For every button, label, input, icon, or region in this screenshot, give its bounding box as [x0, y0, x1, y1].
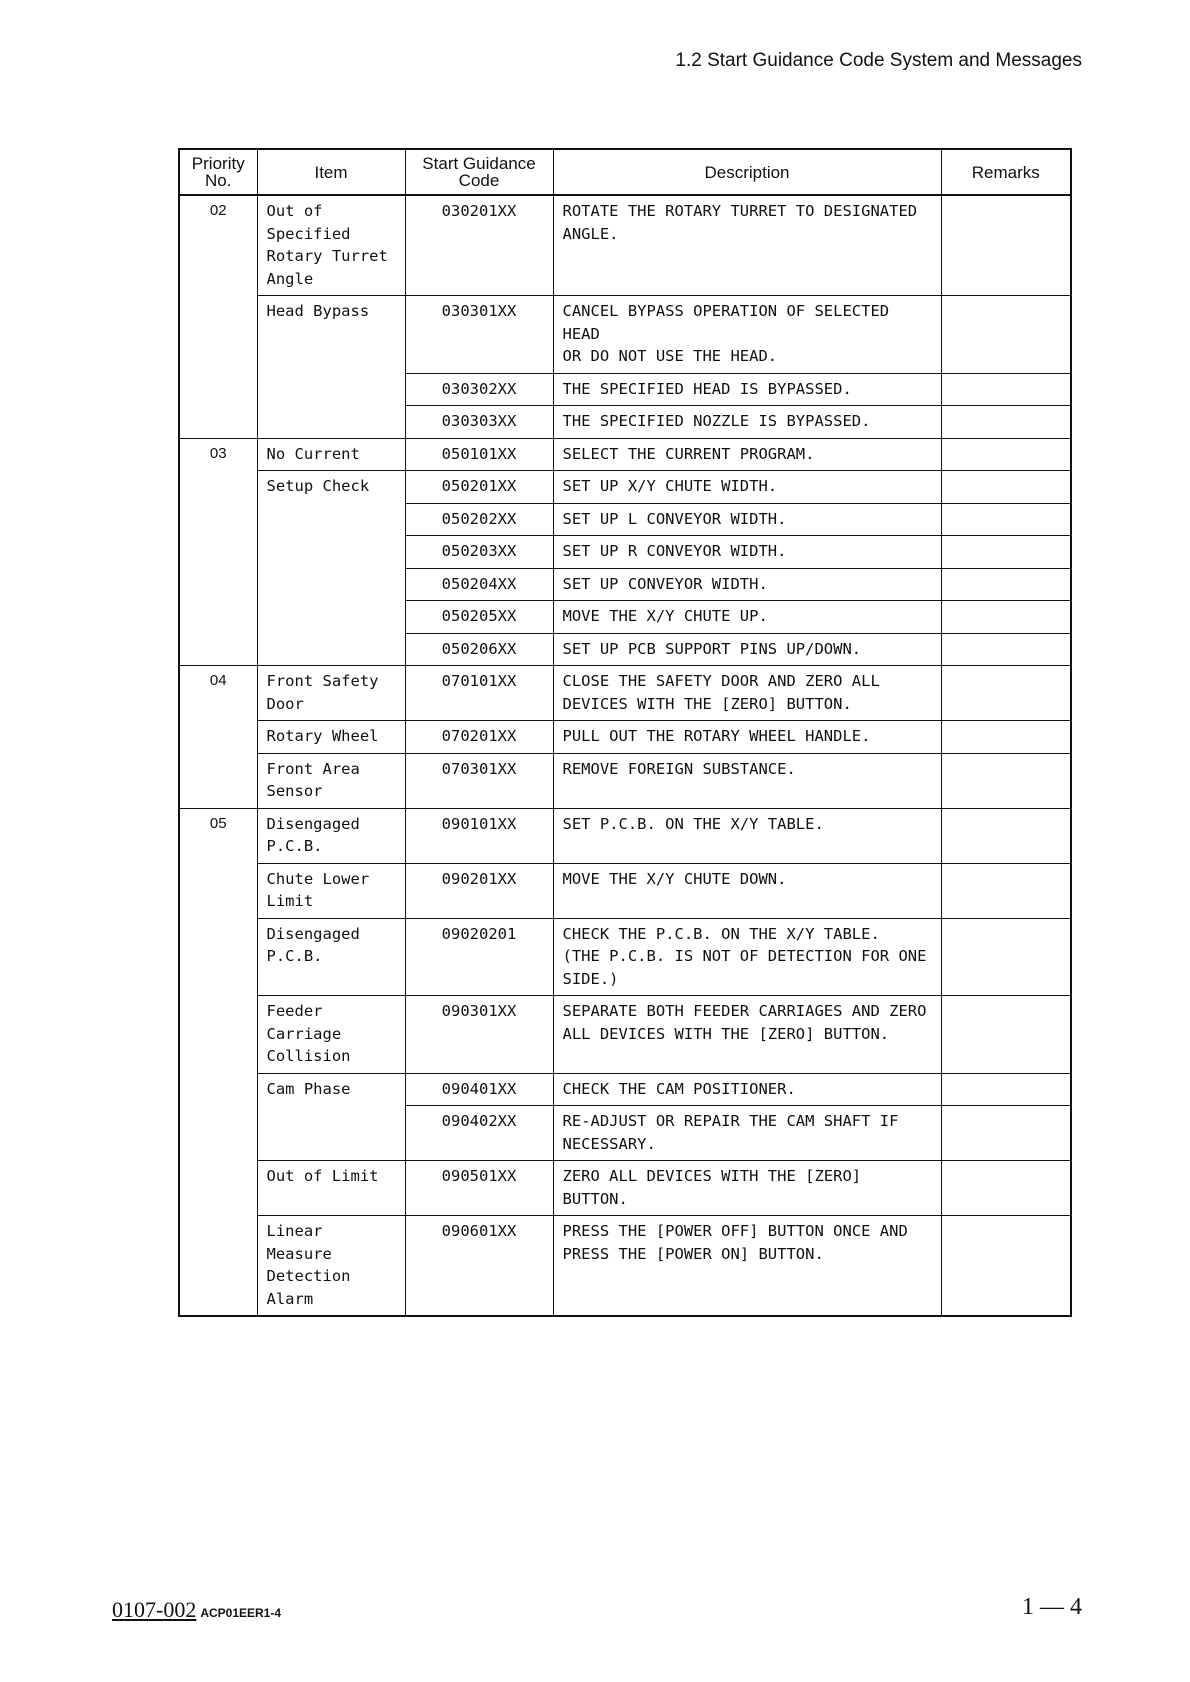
code-cell: 090301XX — [405, 996, 553, 1074]
remarks-cell — [941, 753, 1071, 808]
description-cell: REMOVE FOREIGN SUBSTANCE. — [553, 753, 941, 808]
description-cell: RE-ADJUST OR REPAIR THE CAM SHAFT IF NECESSARY. — [553, 1106, 941, 1161]
table-row — [179, 721, 1071, 754]
description-cell: ZERO ALL DEVICES WITH THE [ZERO] BUTTON. — [553, 1161, 941, 1216]
remarks-cell — [941, 1106, 1071, 1161]
column-header-description: Description — [553, 149, 941, 195]
table-row — [179, 918, 1071, 996]
code-cell: 050101XX — [405, 438, 553, 471]
code-cell: 070301XX — [405, 753, 553, 808]
description-cell: SET UP L CONVEYOR WIDTH. — [553, 503, 941, 536]
column-header-remarks: Remarks — [941, 149, 1071, 195]
remarks-cell — [941, 438, 1071, 471]
description-cell: CHECK THE CAM POSITIONER. — [553, 1073, 941, 1106]
remarks-cell — [941, 1073, 1071, 1106]
remarks-cell — [941, 471, 1071, 504]
code-cell: 050206XX — [405, 633, 553, 666]
description-cell: CHECK THE P.C.B. ON THE X/Y TABLE. (THE P.C.B. IS NOT OF DETECTION FOR ONE SIDE.) — [553, 918, 941, 996]
table-body — [179, 195, 1071, 1316]
description-cell: SET P.C.B. ON THE X/Y TABLE. — [553, 808, 941, 863]
remarks-cell — [941, 1216, 1071, 1317]
start-guidance-code-table — [178, 148, 1072, 1317]
code-cell: 030302XX — [405, 373, 553, 406]
remarks-cell — [941, 568, 1071, 601]
column-header-item: Item — [257, 149, 405, 195]
code-cell: 050201XX — [405, 471, 553, 504]
table-row — [179, 1216, 1071, 1317]
item-cell: No Current — [257, 438, 405, 471]
page-number: 1 — 4 — [1022, 1594, 1082, 1620]
priority-cell: 03 — [179, 438, 257, 666]
remarks-cell — [941, 863, 1071, 918]
item-cell: Front Safety Door — [257, 666, 405, 721]
table-row — [179, 863, 1071, 918]
code-cell: 090601XX — [405, 1216, 553, 1317]
description-cell: THE SPECIFIED NOZZLE IS BYPASSED. — [553, 406, 941, 439]
table-header-row — [179, 149, 1071, 195]
item-cell: Out of Specified Rotary Turret Angle — [257, 195, 405, 296]
table-row — [179, 296, 1071, 374]
description-cell: MOVE THE X/Y CHUTE DOWN. — [553, 863, 941, 918]
remarks-cell — [941, 195, 1071, 296]
code-cell: 090402XX — [405, 1106, 553, 1161]
description-cell: SET UP PCB SUPPORT PINS UP/DOWN. — [553, 633, 941, 666]
remarks-cell — [941, 721, 1071, 754]
description-cell: ROTATE THE ROTARY TURRET TO DESIGNATED ANGLE. — [553, 195, 941, 296]
item-cell: Cam Phase — [257, 1073, 405, 1161]
code-cell: 090501XX — [405, 1161, 553, 1216]
remarks-cell — [941, 503, 1071, 536]
remarks-cell — [941, 808, 1071, 863]
document-number: 0107-002 — [112, 1597, 197, 1622]
code-cell: 090201XX — [405, 863, 553, 918]
table-row — [179, 471, 1071, 504]
description-cell: SELECT THE CURRENT PROGRAM. — [553, 438, 941, 471]
code-cell: 09020201 — [405, 918, 553, 996]
description-cell: THE SPECIFIED HEAD IS BYPASSED. — [553, 373, 941, 406]
code-cell: 030301XX — [405, 296, 553, 374]
remarks-cell — [941, 601, 1071, 634]
code-cell: 070101XX — [405, 666, 553, 721]
item-cell: Head Bypass — [257, 296, 405, 439]
priority-cell: 05 — [179, 808, 257, 1316]
table-row — [179, 438, 1071, 471]
remarks-cell — [941, 996, 1071, 1074]
priority-cell: 04 — [179, 666, 257, 809]
table-row — [179, 753, 1071, 808]
table-row — [179, 666, 1071, 721]
remarks-cell — [941, 1161, 1071, 1216]
code-cell: 030201XX — [405, 195, 553, 296]
item-cell: Feeder Carriage Collision — [257, 996, 405, 1074]
priority-cell: 02 — [179, 195, 257, 438]
item-cell: Disengaged P.C.B. — [257, 808, 405, 863]
code-cell: 050204XX — [405, 568, 553, 601]
table-row — [179, 996, 1071, 1074]
code-cell: 030303XX — [405, 406, 553, 439]
item-cell: Rotary Wheel — [257, 721, 405, 754]
item-cell: Setup Check — [257, 471, 405, 666]
description-cell: SET UP X/Y CHUTE WIDTH. — [553, 471, 941, 504]
code-cell: 050203XX — [405, 536, 553, 569]
item-cell: Linear Measure Detection Alarm — [257, 1216, 405, 1317]
table-row — [179, 195, 1071, 296]
page-section-title: 1.2 Start Guidance Code System and Messages — [675, 50, 1082, 71]
description-cell: SEPARATE BOTH FEEDER CARRIAGES AND ZERO ALL DEVICES WITH THE [ZERO] BUTTON. — [553, 996, 941, 1074]
code-cell: 050202XX — [405, 503, 553, 536]
remarks-cell — [941, 633, 1071, 666]
code-cell: 090101XX — [405, 808, 553, 863]
description-cell: CLOSE THE SAFETY DOOR AND ZERO ALL DEVICES WITH THE [ZERO] BUTTON. — [553, 666, 941, 721]
remarks-cell — [941, 536, 1071, 569]
remarks-cell — [941, 666, 1071, 721]
description-cell: MOVE THE X/Y CHUTE UP. — [553, 601, 941, 634]
remarks-cell — [941, 373, 1071, 406]
item-cell: Out of Limit — [257, 1161, 405, 1216]
item-cell: Disengaged P.C.B. — [257, 918, 405, 996]
description-cell: SET UP R CONVEYOR WIDTH. — [553, 536, 941, 569]
code-cell: 050205XX — [405, 601, 553, 634]
code-cell: 070201XX — [405, 721, 553, 754]
description-cell: CANCEL BYPASS OPERATION OF SELECTED HEAD OR DO NOT USE THE HEAD. — [553, 296, 941, 374]
footer-document-id — [112, 1597, 281, 1623]
item-cell: Chute Lower Limit — [257, 863, 405, 918]
table-row — [179, 1073, 1071, 1106]
remarks-cell — [941, 406, 1071, 439]
table-row — [179, 1161, 1071, 1216]
document-reference: ACP01EER1-4 — [200, 1606, 282, 1620]
table-row — [179, 808, 1071, 863]
column-header-priority: Priority No. — [179, 149, 257, 195]
description-cell: PRESS THE [POWER OFF] BUTTON ONCE AND PRESS THE [POWER ON] BUTTON. — [553, 1216, 941, 1317]
code-cell: 090401XX — [405, 1073, 553, 1106]
description-cell: SET UP CONVEYOR WIDTH. — [553, 568, 941, 601]
remarks-cell — [941, 296, 1071, 374]
item-cell: Front Area Sensor — [257, 753, 405, 808]
column-header-code: Start Guidance Code — [405, 149, 553, 195]
description-cell: PULL OUT THE ROTARY WHEEL HANDLE. — [553, 721, 941, 754]
remarks-cell — [941, 918, 1071, 996]
